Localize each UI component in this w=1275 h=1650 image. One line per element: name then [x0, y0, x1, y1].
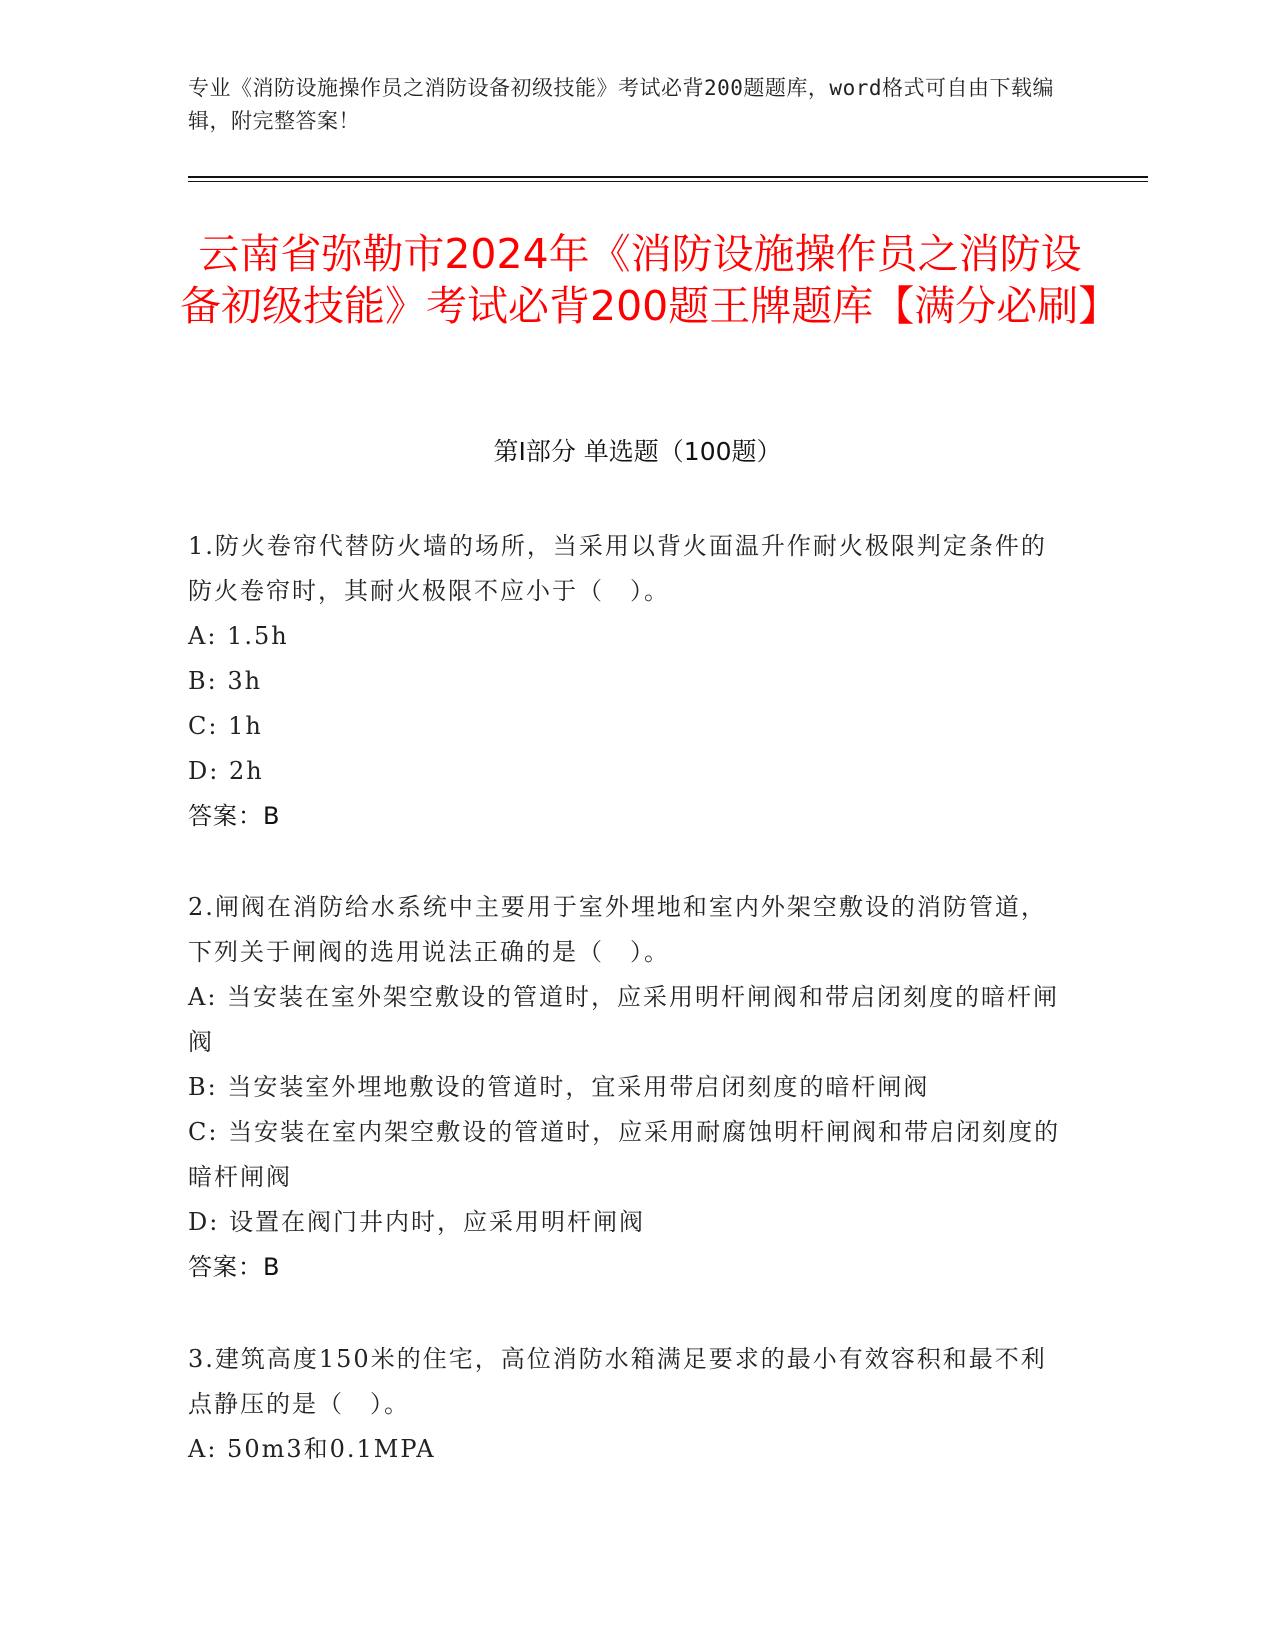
question-1 — [188, 524, 1068, 839]
option-b: B: 当安装室外埋地敷设的管道时，宜采用带启闭刻度的暗杆闸阀 — [188, 1073, 930, 1101]
option-a: A: 当安装在室外架空敷设的管道时，应采用明杆闸阀和带启闭刻度的暗杆闸阀 — [188, 983, 1060, 1056]
document-title: 云南省弥勒市2024年《消防设施操作员之消防设备初级技能》考试必背200题王牌题库【满分必刷】 — [180, 230, 1120, 330]
option-a: A: 50m3和0.1MPA — [188, 1435, 436, 1463]
question-stem: 3.建筑高度150米的住宅，高位消防水箱满足要求的最小有效容积和最不利点静压的是（ ）。 — [188, 1345, 1047, 1418]
question-stem: 2.闸阀在消防给水系统中主要用于室外埋地和室内外架空敷设的消防管道，下列关于闸阀的选用说法正确的是（ ）。 — [188, 893, 1047, 966]
option-d: D: 2h — [188, 757, 264, 785]
header-divider-thin — [188, 181, 1148, 182]
question-2 — [188, 885, 1068, 1290]
header-note: 专业《消防设施操作员之消防设备初级技能》考试必背200题题库，word格式可自由下载编辑，附完整答案！ — [188, 76, 1054, 133]
option-d: D: 设置在阀门井内时，应采用明杆闸阀 — [188, 1208, 645, 1236]
section-heading: 第I部分 单选题（100题） — [493, 437, 782, 466]
option-c: C: 当安装在室内架空敷设的管道时，应采用耐腐蚀明杆闸阀和带启闭刻度的暗杆闸阀 — [188, 1118, 1061, 1191]
question-stem: 1.防火卷帘代替防火墙的场所，当采用以背火面温升作耐火极限判定条件的防火卷帘时，其耐火极限不应小于（ ）。 — [188, 532, 1047, 605]
option-b: B: 3h — [188, 667, 263, 695]
answer: 答案：B — [188, 802, 281, 830]
answer: 答案：B — [188, 1253, 281, 1281]
question-3 — [188, 1337, 1068, 1472]
option-c: C: 1h — [188, 712, 263, 740]
option-a: A: 1.5h — [188, 622, 289, 650]
header-divider-thick — [188, 176, 1148, 178]
